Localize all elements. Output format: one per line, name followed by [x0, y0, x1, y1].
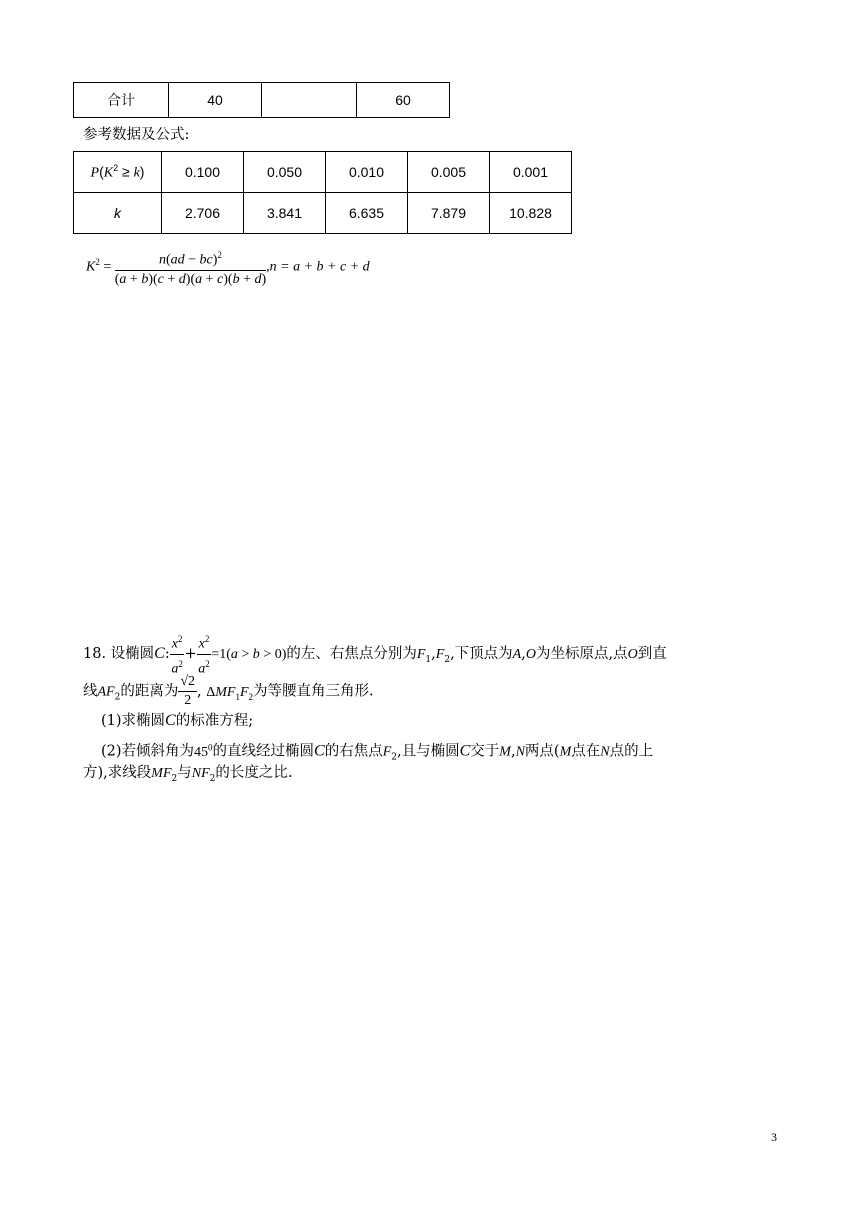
q18-text: 线 — [83, 683, 98, 700]
ellipse-term-1: $\frac{x^2}{a^2}$ — [170, 630, 185, 678]
q18-text: ,下顶点为 — [450, 646, 513, 663]
formula-fraction: $\frac{n(ad - bc)^2}{(a + b)(c + d)(a + c)(b + d)}$ — [115, 246, 266, 289]
total-label: 合计 — [74, 83, 169, 118]
table-cell: 0.001 — [490, 152, 572, 193]
q18-text: 到直 — [637, 646, 667, 663]
ellipse-term-2: $\frac{x^2}{a^2}$ — [197, 630, 212, 678]
formula-tail: ,n = a + b + c + d — [266, 259, 370, 275]
q18-part2-line1: (2)若倾斜角为$45^0$的直线经过椭圆C的右焦点$F_2$,且与椭圆C交于M,N两点(M点在N点的上 — [101, 742, 654, 763]
total-col3: 60 — [357, 83, 450, 118]
q18-text: 的直线经过椭圆 — [212, 743, 315, 760]
total-col2 — [262, 83, 357, 118]
table-cell: 0.100 — [162, 152, 244, 193]
q18-text: 与 — [177, 765, 192, 781]
q18-text: 的距离为 — [120, 683, 179, 700]
table-cell: 10.828 — [490, 193, 572, 234]
q18-text: 的右焦点 — [324, 743, 383, 760]
q18-text: (2)若倾斜角为 — [101, 743, 195, 760]
table-cell: 6.635 — [326, 193, 408, 234]
table-cell: 2.706 — [162, 193, 244, 234]
table-row — [74, 152, 572, 193]
page-number: 3 — [771, 1130, 777, 1144]
table-row — [74, 193, 572, 234]
q18-text: 的长度之比. — [215, 765, 293, 781]
q18-text: 的左、右焦点分别为 — [286, 646, 417, 663]
q18-text: 方),求线段 — [83, 765, 152, 781]
table-cell: 0.050 — [244, 152, 326, 193]
sqrt2-over-2: $\frac{√2}{2}$ — [180, 674, 196, 708]
q18-text: 两点( — [524, 743, 560, 760]
question-number: 18. — [83, 646, 107, 663]
table-row — [74, 83, 450, 118]
q18-text: 的标准方程; — [175, 713, 254, 729]
q18-part1: (1)求椭圆C的标准方程; — [101, 712, 254, 729]
k-squared-formula: $K^2$ = $\frac{n(ad - bc)^2}{(a + b)(c + d)(a + c)(b + d)}$ ,n = a + b + c + d — [86, 246, 370, 289]
q18-text: (1)求椭圆 — [101, 713, 166, 729]
q18-part2-line2: 方),求线段$MF_2$与$NF_2$的长度之比. — [83, 765, 293, 784]
q18-text: 为等腰直角三角形. — [253, 683, 374, 700]
total-col1: 40 — [169, 83, 262, 118]
table-cell: 3.841 — [244, 193, 326, 234]
q18-text: ,且与椭圆 — [397, 743, 460, 760]
table-cell: 0.010 — [326, 152, 408, 193]
q18-text: 点在 — [571, 743, 601, 760]
k-label: k — [74, 193, 162, 234]
reference-table — [73, 151, 572, 234]
q18-text: 点的上 — [609, 743, 654, 760]
q18-text: 为坐标原点,点 — [535, 646, 628, 663]
q18-text: 设椭圆 — [110, 646, 155, 663]
q18-line2: 线$AF_2$的距离为 $\frac{√2}{2}$ , $\Delta MF_1F_2$为等腰直角三角形. — [83, 674, 374, 708]
table-cell: 0.005 — [408, 152, 490, 193]
reference-title: 参考数据及公式: — [83, 127, 190, 143]
q18-text: 交于 — [470, 743, 500, 760]
total-row-table — [73, 82, 450, 118]
table-cell: 7.879 — [408, 193, 490, 234]
probability-header: $P(K^2 \ge k)$ — [74, 152, 162, 193]
q18-line1: 18. 设椭圆C: $\frac{x^2}{a^2}$ + $\frac{x^2}{a^2}$ =1(a > b > 0)的左、右焦点分别为$F_1,F_2$,下顶点为A,O为坐标原点,点O到直 — [83, 630, 667, 678]
